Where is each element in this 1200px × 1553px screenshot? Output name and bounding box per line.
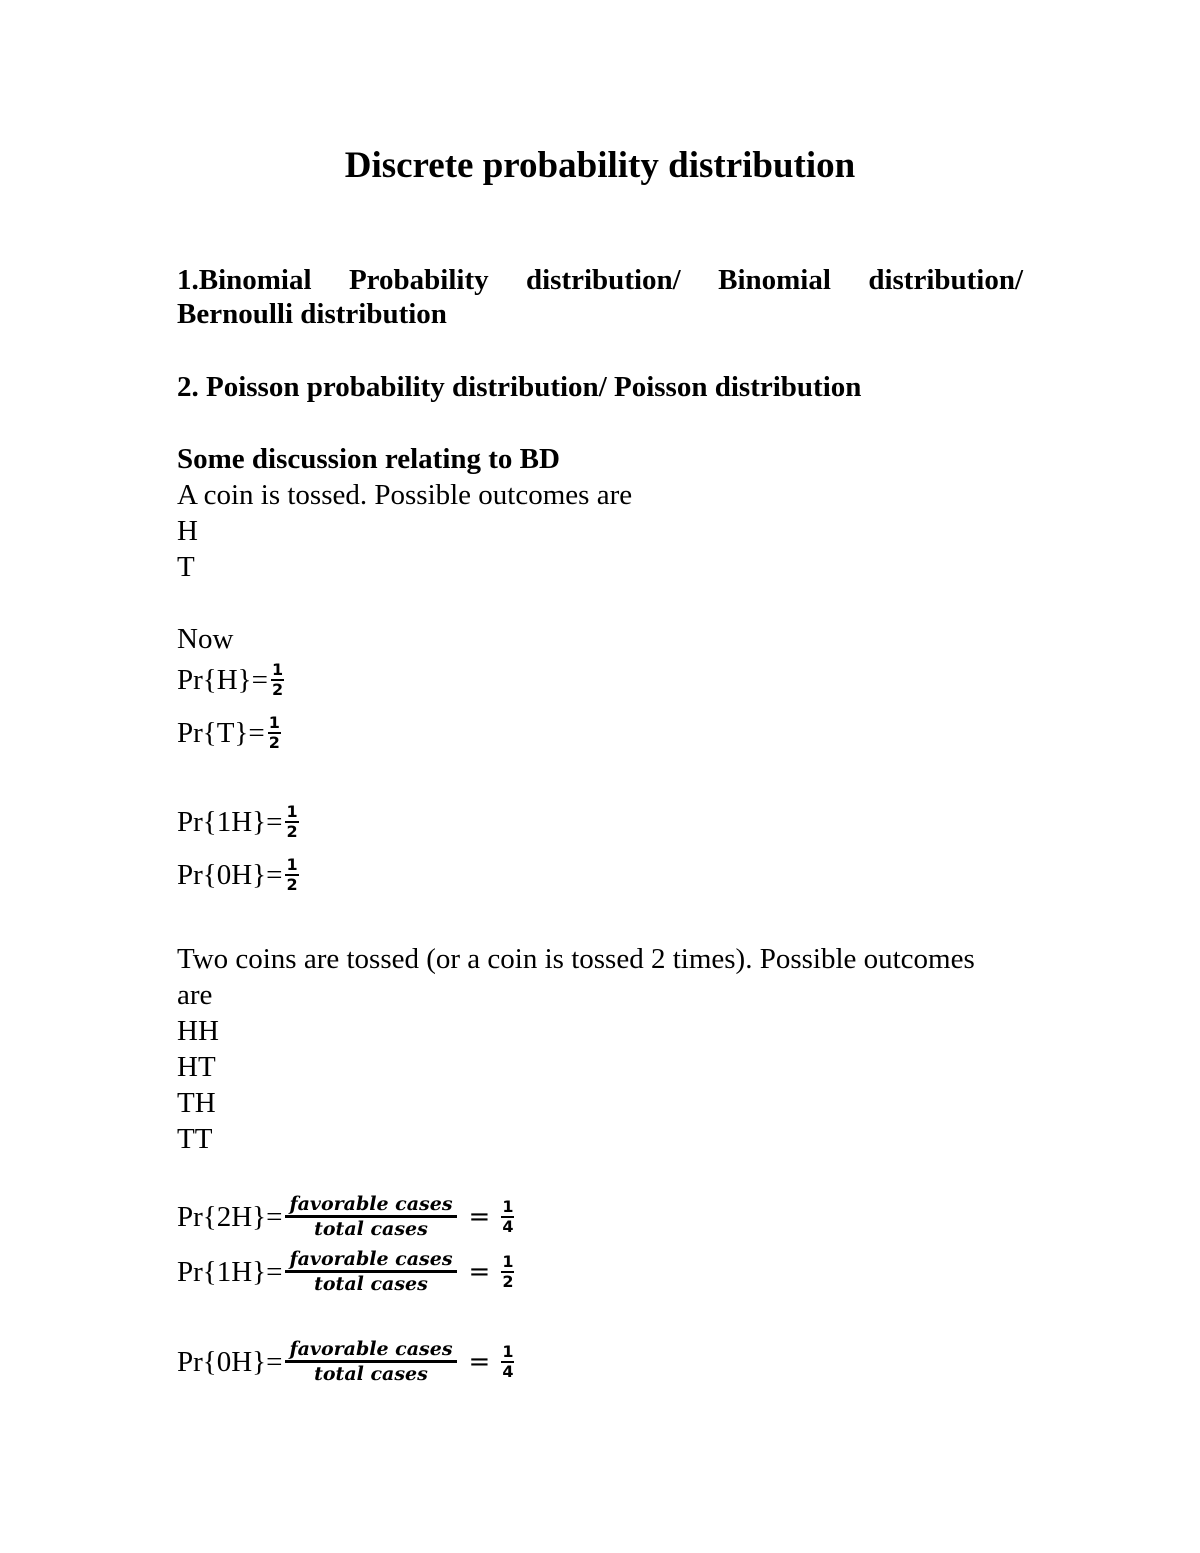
fraction-numerator: 1 bbox=[502, 1196, 514, 1216]
single-toss-intro: A coin is tossed. Possible outcomes are bbox=[177, 479, 633, 511]
fraction-denominator: 2 bbox=[286, 875, 298, 894]
outcome-line: TT bbox=[177, 1123, 213, 1155]
fraction-denominator: 4 bbox=[502, 1361, 514, 1381]
item-1-word: Binomial bbox=[718, 264, 831, 296]
fraction-numerator: 1 bbox=[502, 1251, 514, 1271]
probability-equation bbox=[177, 1338, 514, 1385]
equation-label: Pr{0H}= bbox=[177, 859, 283, 891]
probability-equation bbox=[177, 1248, 514, 1295]
fraction bbox=[285, 856, 298, 894]
outcome-line: T bbox=[177, 551, 195, 583]
fraction bbox=[271, 661, 284, 699]
fraction-numerator: favorable cases bbox=[289, 1248, 453, 1270]
fraction-denominator: 2 bbox=[502, 1271, 514, 1291]
fraction-numerator: 1 bbox=[286, 855, 298, 874]
item-1-word: distribution/ bbox=[868, 264, 1024, 296]
probability-equation bbox=[177, 803, 299, 841]
fraction-numerator: 1 bbox=[286, 802, 298, 821]
fraction-denominator: total cases bbox=[314, 1218, 428, 1240]
fraction bbox=[501, 1343, 514, 1381]
equation-label: Pr{H}= bbox=[177, 664, 268, 696]
fraction-numerator: 1 bbox=[271, 660, 284, 679]
equals-sign: = bbox=[468, 1256, 491, 1287]
fraction bbox=[285, 1248, 456, 1295]
fraction-numerator: favorable cases bbox=[289, 1338, 453, 1360]
item-1-word: distribution/ bbox=[526, 264, 681, 296]
equals-sign: = bbox=[468, 1346, 491, 1377]
double-toss-intro-line-2: are bbox=[177, 979, 213, 1011]
equation-label: Pr{0H}= bbox=[177, 1345, 283, 1378]
discussion-heading: Some discussion relating to BD bbox=[177, 443, 560, 475]
equals-sign: = bbox=[468, 1201, 491, 1232]
item-1-line-1 bbox=[177, 262, 1023, 298]
probability-equation bbox=[177, 661, 284, 699]
fraction-denominator: total cases bbox=[314, 1363, 428, 1385]
fraction bbox=[285, 1338, 456, 1385]
equation-label: Pr{1H}= bbox=[177, 1255, 283, 1288]
probability-equation bbox=[177, 714, 281, 752]
fraction-denominator: 4 bbox=[502, 1216, 514, 1236]
outcome-line: TH bbox=[177, 1087, 216, 1119]
probability-equation bbox=[177, 856, 299, 894]
fraction-denominator: 2 bbox=[268, 733, 280, 752]
page-title: Discrete probability distribution bbox=[344, 145, 856, 186]
fraction-numerator: 1 bbox=[502, 1341, 514, 1361]
outcome-line: HH bbox=[177, 1015, 219, 1047]
fraction-numerator: favorable cases bbox=[289, 1193, 453, 1215]
outcome-line: HT bbox=[177, 1051, 216, 1083]
equation-label: Pr{1H}= bbox=[177, 806, 283, 838]
double-toss-intro-line-1: Two coins are tossed (or a coin is tossed 2 times). Possible outcomes bbox=[177, 943, 975, 975]
fraction bbox=[501, 1253, 514, 1291]
fraction bbox=[268, 714, 281, 752]
fraction bbox=[501, 1198, 514, 1236]
outcome-line: H bbox=[177, 515, 198, 547]
equation-label: Pr{2H}= bbox=[177, 1200, 283, 1233]
item-2: 2. Poisson probability distribution/ Poisson distribution bbox=[177, 371, 862, 403]
probability-equation bbox=[177, 1193, 514, 1240]
equation-label: Pr{T}= bbox=[177, 717, 265, 749]
fraction-denominator: total cases bbox=[314, 1273, 428, 1295]
fraction bbox=[285, 803, 298, 841]
item-1-word: 1.Binomial bbox=[177, 264, 312, 296]
fraction-denominator: 2 bbox=[286, 822, 298, 841]
fraction-denominator: 2 bbox=[271, 680, 284, 699]
fraction-numerator: 1 bbox=[268, 713, 280, 732]
now-label: Now bbox=[177, 623, 234, 655]
fraction bbox=[285, 1193, 456, 1240]
item-1-word: Probability bbox=[348, 264, 489, 296]
item-1-line-2: Bernoulli distribution bbox=[177, 298, 447, 330]
